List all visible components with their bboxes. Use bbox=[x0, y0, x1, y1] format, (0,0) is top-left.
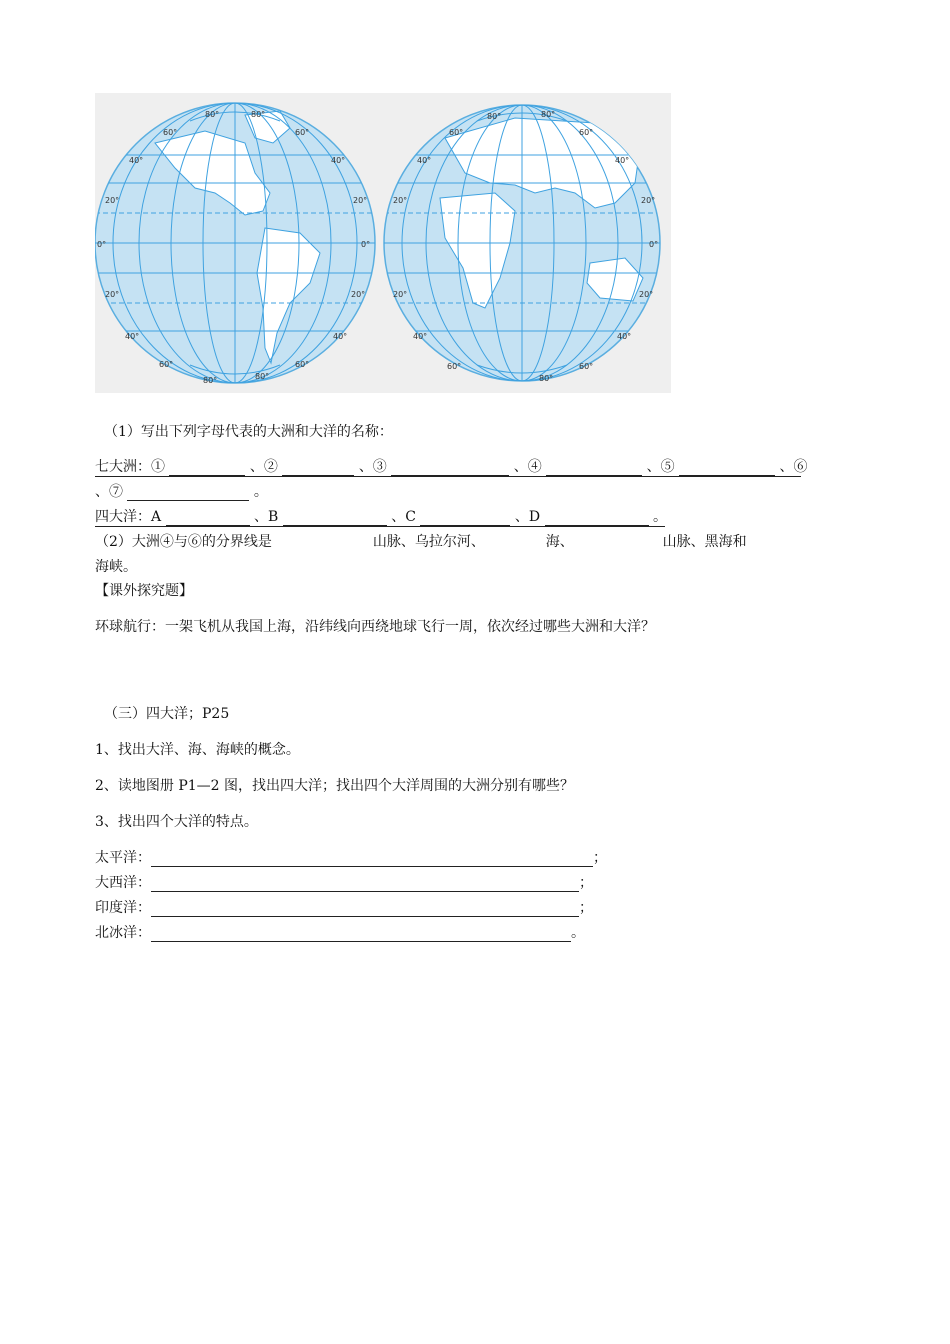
end-2: 。 bbox=[653, 509, 667, 525]
section3-heading: （三）四大洋；P25 bbox=[104, 706, 230, 722]
ocean-name: 北冰洋： bbox=[95, 925, 151, 941]
svg-text:40°: 40° bbox=[417, 156, 432, 165]
section3-item-2: 2、读地图册 P1—2 图，找出四大洋；找出四个大洋周围的大洲分别有哪些？ bbox=[95, 778, 575, 794]
q2-line bbox=[95, 531, 747, 551]
q2-part-3: 海、 bbox=[545, 534, 574, 550]
svg-text:60°: 60° bbox=[449, 128, 464, 137]
ocean-row-atlantic bbox=[95, 872, 593, 892]
oceans-label: 四大洋：A bbox=[95, 509, 162, 525]
blank-continent-3[interactable] bbox=[391, 459, 509, 476]
q2-part-1: （2）大洲④与⑥的分界线是 bbox=[95, 534, 272, 550]
sep-5: 、⑤ bbox=[646, 459, 675, 475]
svg-text:60°: 60° bbox=[447, 362, 462, 371]
sep-d: 、D bbox=[514, 509, 541, 525]
sep-b: 、B bbox=[254, 509, 279, 525]
svg-text:20°: 20° bbox=[351, 290, 366, 299]
blank-ocean-a[interactable] bbox=[166, 509, 250, 526]
ocean-end: ； bbox=[593, 850, 607, 866]
svg-text:40°: 40° bbox=[617, 332, 632, 341]
svg-text:20°: 20° bbox=[393, 196, 408, 205]
ocean-end: 。 bbox=[571, 925, 585, 941]
ocean-name: 太平洋： bbox=[95, 850, 151, 866]
ocean-end: ； bbox=[579, 900, 593, 916]
continents-line-2 bbox=[95, 481, 268, 501]
svg-text:20°: 20° bbox=[393, 290, 408, 299]
blank-ocean-d[interactable] bbox=[545, 509, 649, 526]
blank-continent-7[interactable] bbox=[127, 484, 249, 501]
svg-text:80°: 80° bbox=[255, 372, 270, 381]
sep-3: 、③ bbox=[358, 459, 387, 475]
svg-text:40°: 40° bbox=[615, 156, 630, 165]
svg-text:80°: 80° bbox=[487, 112, 502, 121]
svg-text:20°: 20° bbox=[105, 196, 120, 205]
western-hemisphere bbox=[95, 103, 375, 385]
svg-text:60°: 60° bbox=[295, 128, 310, 137]
answer-blank[interactable] bbox=[151, 875, 579, 892]
svg-text:80°: 80° bbox=[205, 110, 220, 119]
sep-c: 、C bbox=[391, 509, 416, 525]
svg-text:60°: 60° bbox=[163, 128, 178, 137]
continents-line bbox=[95, 456, 808, 477]
blank-continent-4[interactable] bbox=[546, 459, 642, 476]
extra-heading: 【课外探究题】 bbox=[95, 583, 193, 599]
hemisphere-map-figure bbox=[95, 93, 671, 393]
svg-text:40°: 40° bbox=[331, 156, 346, 165]
ocean-end: ； bbox=[579, 875, 593, 891]
blank-continent-1[interactable] bbox=[169, 459, 245, 476]
svg-text:0°: 0° bbox=[649, 240, 659, 249]
blank-ocean-c[interactable] bbox=[420, 509, 510, 526]
q2-part-2: 山脉、乌拉尔河、 bbox=[372, 534, 485, 550]
blank-continent-5[interactable] bbox=[679, 459, 775, 476]
answer-blank[interactable] bbox=[151, 900, 579, 917]
sep-6: 、⑥ bbox=[779, 459, 808, 475]
svg-text:80°: 80° bbox=[539, 374, 554, 383]
sep-7: 、⑦ bbox=[95, 484, 123, 500]
sep-2: 、② bbox=[249, 459, 278, 475]
svg-text:80°: 80° bbox=[203, 376, 218, 385]
continents-label: 七大洲：① bbox=[95, 459, 165, 475]
svg-text:20°: 20° bbox=[639, 290, 654, 299]
svg-text:20°: 20° bbox=[105, 290, 120, 299]
sep-4: 、④ bbox=[513, 459, 542, 475]
q2-strait: 海峡。 bbox=[95, 559, 137, 575]
eastern-hemisphere bbox=[384, 105, 660, 383]
svg-text:40°: 40° bbox=[413, 332, 428, 341]
svg-text:60°: 60° bbox=[159, 360, 174, 369]
answer-blank[interactable] bbox=[151, 925, 571, 942]
section3-item-3: 3、找出四个大洋的特点。 bbox=[95, 814, 258, 830]
svg-text:0°: 0° bbox=[361, 240, 371, 249]
extra-question: 环球航行：一架飞机从我国上海，沿纬线向西绕地球飞行一周，依次经过哪些大洲和大洋？ bbox=[95, 619, 655, 635]
svg-text:40°: 40° bbox=[129, 156, 144, 165]
q2-part-4: 山脉、黑海和 bbox=[662, 534, 747, 550]
hemisphere-map-svg bbox=[95, 93, 671, 393]
blank-continent-2[interactable] bbox=[282, 459, 354, 476]
ocean-name: 大西洋： bbox=[95, 875, 151, 891]
ocean-row-pacific bbox=[95, 847, 607, 867]
section3-item-1: 1、找出大洋、海、海峡的概念。 bbox=[95, 742, 300, 758]
ocean-name: 印度洋： bbox=[95, 900, 151, 916]
svg-text:80°: 80° bbox=[541, 110, 556, 119]
end-1: 。 bbox=[253, 484, 268, 500]
svg-text:60°: 60° bbox=[579, 128, 594, 137]
svg-text:0°: 0° bbox=[97, 240, 107, 249]
oceans-line bbox=[95, 506, 665, 527]
svg-text:80°: 80° bbox=[251, 110, 266, 119]
svg-text:60°: 60° bbox=[579, 362, 594, 371]
svg-text:60°: 60° bbox=[295, 360, 310, 369]
blank-ocean-b[interactable] bbox=[283, 509, 387, 526]
ocean-row-arctic bbox=[95, 922, 585, 942]
svg-text:20°: 20° bbox=[641, 196, 656, 205]
q1-prompt: （1）写出下列字母代表的大洲和大洋的名称： bbox=[104, 424, 393, 440]
svg-text:40°: 40° bbox=[333, 332, 348, 341]
answer-blank[interactable] bbox=[151, 850, 593, 867]
svg-text:20°: 20° bbox=[353, 196, 368, 205]
svg-text:40°: 40° bbox=[125, 332, 140, 341]
ocean-row-indian bbox=[95, 897, 593, 917]
